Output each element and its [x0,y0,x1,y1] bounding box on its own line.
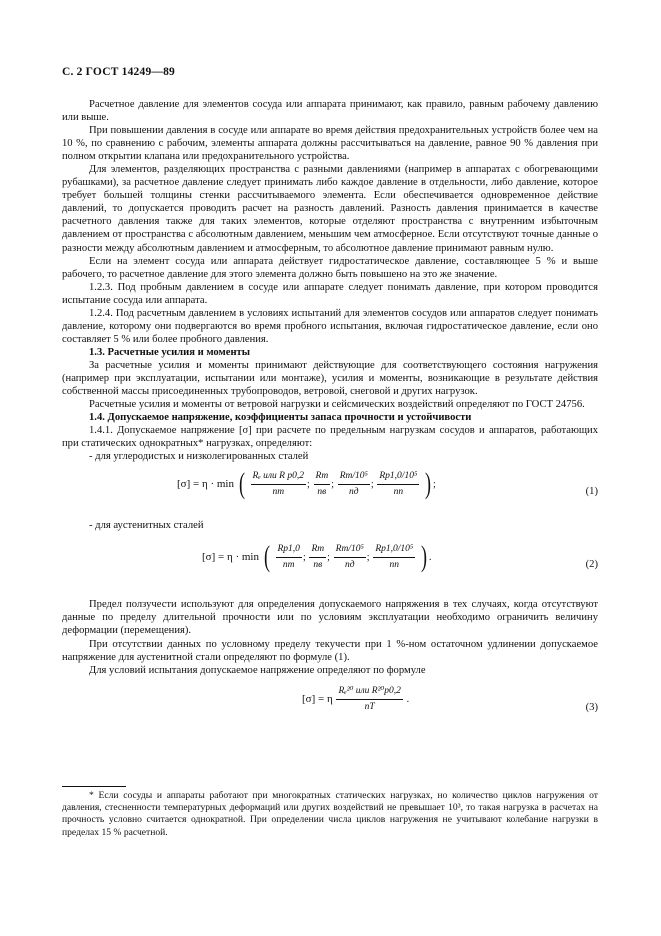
paragraph: Расчетные усилия и моменты от ветровой нагрузки и сейсмических воздействий определяют по ГОСТ 24756. [89,399,585,411]
formula-number: (3) [585,701,598,713]
formula-lhs: [σ] = η · min [177,477,234,490]
paragraph: Для условий испытания допускаемое напряжение определяют по формуле [89,664,426,676]
bracket-open: ( [263,540,270,574]
list-item-carbon: - для углеродистых и низколегированных сталей [89,451,309,463]
formula-2: [σ] = η · min ( $\frac{Rp1,0}{nт}$ ; $\frac{Rm}{nв}$ ; $\frac{\text{Rm/10⁵}}{nд}$ ; $\frac{\text{Rp1,0/10⁵}}{nп}$ ) . (2) [202,540,598,574]
fraction: $\frac{\text{Rm/10⁵}}{nд}$ [339,470,368,497]
formula-number: (1) [585,486,598,498]
bracket-open: ( [238,467,245,501]
formula-3: [σ] = η $\frac{\text{Rₑ²⁰ или R²⁰p0,2}}{nT}$ . (3) [302,685,598,713]
formula-number: (2) [585,559,598,571]
fraction: $\frac{\text{Rₑ или R p0,2}}{nт}$ [252,470,304,497]
body-text [62,98,598,731]
paragraph: 1.4.1. Допускаемое напряжение [σ] при расчете по предельным нагрузкам сосудов и аппаратов, работающих при статических однократных* нагрузках, определяют: [62,425,598,450]
paragraph: При повышении давления в сосуде или аппарате во время действия предохранительных устройств более чем на 10 %, по сравнению с рабочим, элементы аппарата должны рассчитываться на давление, равное 90 % давления при полном открытии клапана или предохранительного устройства. [62,125,598,163]
formula-1: [σ] = η · min ( $\frac{\text{Rₑ или R p0,2}}{nт}$ ; $\frac{Rm}{nв}$ ; $\frac{\text{Rm/10⁵}}{nд}$ ; $\frac{\text{Rp1,0/10⁵}}{nп}$ ) ; (1) [177,467,598,501]
formula-lhs: [σ] = η · min [202,550,259,563]
fraction: $\frac{\text{Rm/10⁵}}{nд}$ [335,543,364,570]
section-heading-1-3: 1.3. Расчетные усилия и моменты [89,346,251,358]
footnote-text: * Если сосуды и аппараты работают при многократных статических нагрузках, но количество циклов нагружения от давления, стесненности температурных деформаций или других воздействий не превышает 10³, то такая нагрузка в расчетах на прочность условно считается однократной. При определении числа циклов нагружения не учитывают колебание нагрузки в пределах 15 % расчетной. [62,790,598,838]
paragraph: 1.2.3. Под пробным давлением в сосуде или аппарате следует понимать давление, при котором проводится испытание сосуда или аппарата. [62,281,598,306]
fraction: $\frac{\text{Rp1,0/10⁵}}{nп}$ [375,543,414,570]
footnote-divider [62,786,126,787]
fraction: $\frac{\text{Rₑ²⁰ или R²⁰p0,2}}{nT}$ [338,685,401,712]
formula-lhs: [σ] = η [302,692,333,705]
fraction: $\frac{\text{Rp1,0/10⁵}}{nп}$ [379,470,418,497]
paragraph: Предел ползучести используют для определения допускаемого напряжения в тех случаях, когда отсутствуют данные по пределу длительной прочности или по условиям эксплуатации необходимо ограничить величину деформации (перемещения). [62,599,598,637]
bracket-close: ) [425,467,431,501]
paragraph: Расчетное давление для элементов сосуда или аппарата принимают, как правило, равным рабочему давлению или выше. [62,99,598,124]
section-heading-1-4: 1.4. Допускаемое напряжение, коэффициенты запаса прочности и устойчивости [89,412,472,424]
paragraph: Для элементов, разделяющих пространства с разными давлениями (например в аппаратах с обогревающими рубашками), за расчетное давление следует принимать либо каждое давление в отдельности, либо давление, которое требует большей толщины стенки рассчитываемого элемента. Если обеспечивается одновременное действие давлений, то допускается проводить расчет на разность давлений. Разность давления принимается в качестве расчетного давления также для таких элементов, которые отделяют пространства с внутренним избыточным давлением от пространства с абсолютным давлением, меньшим чем атмосферное. Если отсутствуют точные данные о разности между абсолютным давлением и атмосферным, то абсолютное давление принимают равным нулю. [62,164,598,254]
page-header: С. 2 ГОСТ 14249—89 [62,66,175,78]
paragraph: При отсутствии данных по условному пределу текучести при 1 %-ном остаточном удлинении допускаемое напряжение для аустенитной стали определяют по формуле (1). [62,638,598,663]
fraction: $\frac{Rm}{nв}$ [311,543,325,570]
footnote [62,790,598,839]
list-item-austenitic: - для аустенитных сталей [89,520,204,532]
bracket-close: ) [420,540,427,574]
paragraph: За расчетные усилия и моменты принимают действующие для соответствующего состояния нагружения (например при эксплуатации, испытании или монтаже), усилия и моменты, возникающие в результате действия собственной массы присоединенных трубопроводов, ветровой, снеговой и других нагрузок. [62,359,598,398]
paragraph: Если на элемент сосуда или аппарата действует гидростатическое давление, составляющее 5 % и выше рабочего, то расчетное давление для этого элемента должно быть повышено на это же значение. [62,255,598,280]
paragraph: 1.2.4. Под расчетным давлением в условиях испытаний для элементов сосудов или аппаратов следует понимать давление, которому они подвергаются во время пробного испытания, включая гидростатическое давление, если оно составляет 5 % или более пробного давления. [62,307,598,345]
fraction: $\frac{Rm}{nв}$ [315,470,329,497]
fraction: $\frac{Rp1,0}{nт}$ [277,543,300,570]
